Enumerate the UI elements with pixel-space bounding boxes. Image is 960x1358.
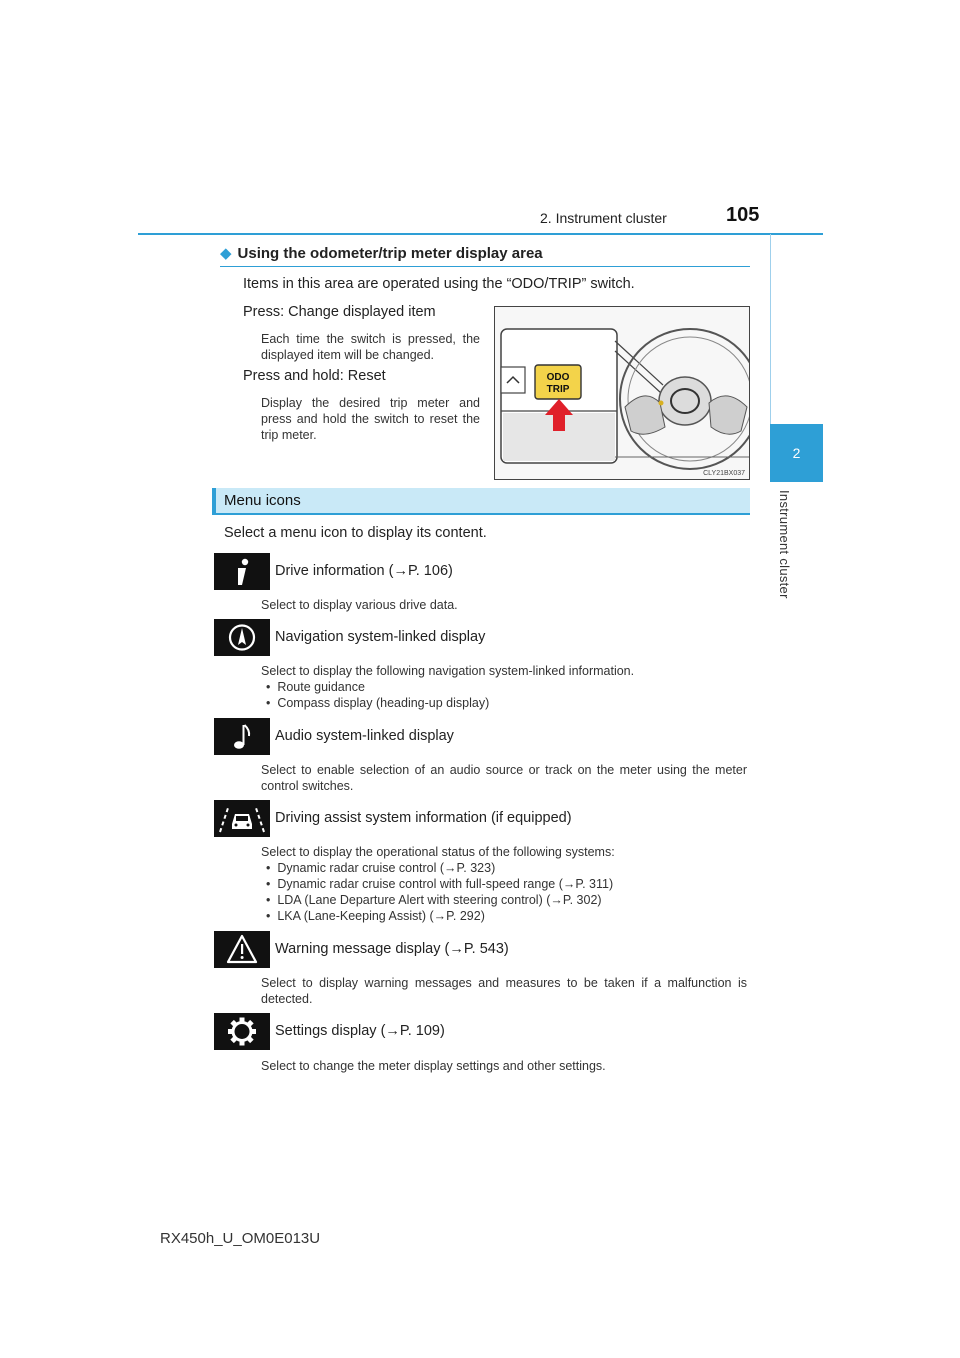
drive-information-desc: Select to display various drive data. — [261, 598, 458, 612]
warning-desc: Select to display warning messages and measures to be taken if a malfunction is detected. — [261, 976, 747, 1006]
odo-trip-switch-illustration — [494, 306, 750, 480]
driving-assist-bullet-3: • LDA (Lane Departure Alert with steering control) (→P. 302) — [266, 893, 602, 907]
press-label: Press: Change displayed item — [243, 304, 436, 320]
odometer-intro: Items in this area are operated using the “ODO/TRIP” switch. — [243, 276, 635, 292]
navigation-icon — [214, 619, 270, 656]
hold-desc: Display the desired trip meter and press and hold the switch to reset the trip meter. — [261, 396, 480, 442]
menu-icons-banner — [212, 488, 750, 515]
chapter-tab-label: Instrument cluster — [777, 490, 792, 599]
steering-wheel-illustration — [495, 307, 749, 479]
driving-assist-bullet-2: • Dynamic radar cruise control with full-speed range (→P. 311) — [266, 877, 614, 891]
trip-label: TRIP — [546, 384, 570, 395]
driving-assist-bullet-1: • Dynamic radar cruise control (→P. 323) — [266, 861, 496, 875]
warning-title: Warning message display (→P. 543) — [275, 941, 509, 957]
header-rule — [138, 233, 823, 235]
navigation-bullet-1: • Route guidance — [266, 680, 365, 694]
chapter-tab: 2 — [770, 424, 823, 482]
music-note-icon — [214, 718, 270, 755]
odometer-heading-text: Using the odometer/trip meter display area — [237, 245, 543, 262]
page-number: 105 — [726, 204, 760, 226]
header-section-title: 2. Instrument cluster — [540, 210, 667, 226]
menu-icons-banner-text: Menu icons — [224, 492, 301, 509]
odo-label: ODO — [546, 372, 570, 383]
navigation-title: Navigation system-linked display — [275, 629, 486, 645]
navigation-bullet-2: • Compass display (heading-up display) — [266, 696, 490, 710]
warning-icon — [214, 931, 270, 968]
driving-assist-title: Driving assist system information (if equipped) — [275, 810, 572, 826]
side-tab-line — [770, 234, 771, 424]
info-icon — [214, 553, 270, 590]
gear-icon — [214, 1013, 270, 1050]
settings-title: Settings display (→P. 109) — [275, 1023, 445, 1039]
diamond-bullet-icon: ◆ — [220, 245, 232, 262]
illustration-code: CLY21BX037 — [703, 470, 745, 477]
driving-assist-bullet-4: • LKA (Lane-Keeping Assist) (→P. 292) — [266, 909, 485, 923]
odometer-heading-rule — [220, 266, 750, 267]
footer-code: RX450h_U_OM0E013U — [160, 1230, 321, 1247]
car-lane-icon — [214, 800, 270, 837]
audio-desc: Select to enable selection of an audio source or track on the meter using the meter control switches. — [261, 763, 747, 793]
menu-icons-intro: Select a menu icon to display its content. — [224, 525, 487, 541]
hold-label: Press and hold: Reset — [243, 368, 386, 384]
driving-assist-desc: Select to display the operational status of the following systems: — [261, 845, 615, 859]
settings-desc: Select to change the meter display settings and other settings. — [261, 1059, 606, 1073]
odometer-heading — [220, 244, 543, 262]
audio-title: Audio system-linked display — [275, 728, 454, 744]
navigation-desc: Select to display the following navigation system-linked information. — [261, 664, 635, 678]
drive-information-title: Drive information (→P. 106) — [275, 563, 453, 579]
press-desc: Each time the switch is pressed, the displayed item will be changed. — [261, 332, 480, 362]
